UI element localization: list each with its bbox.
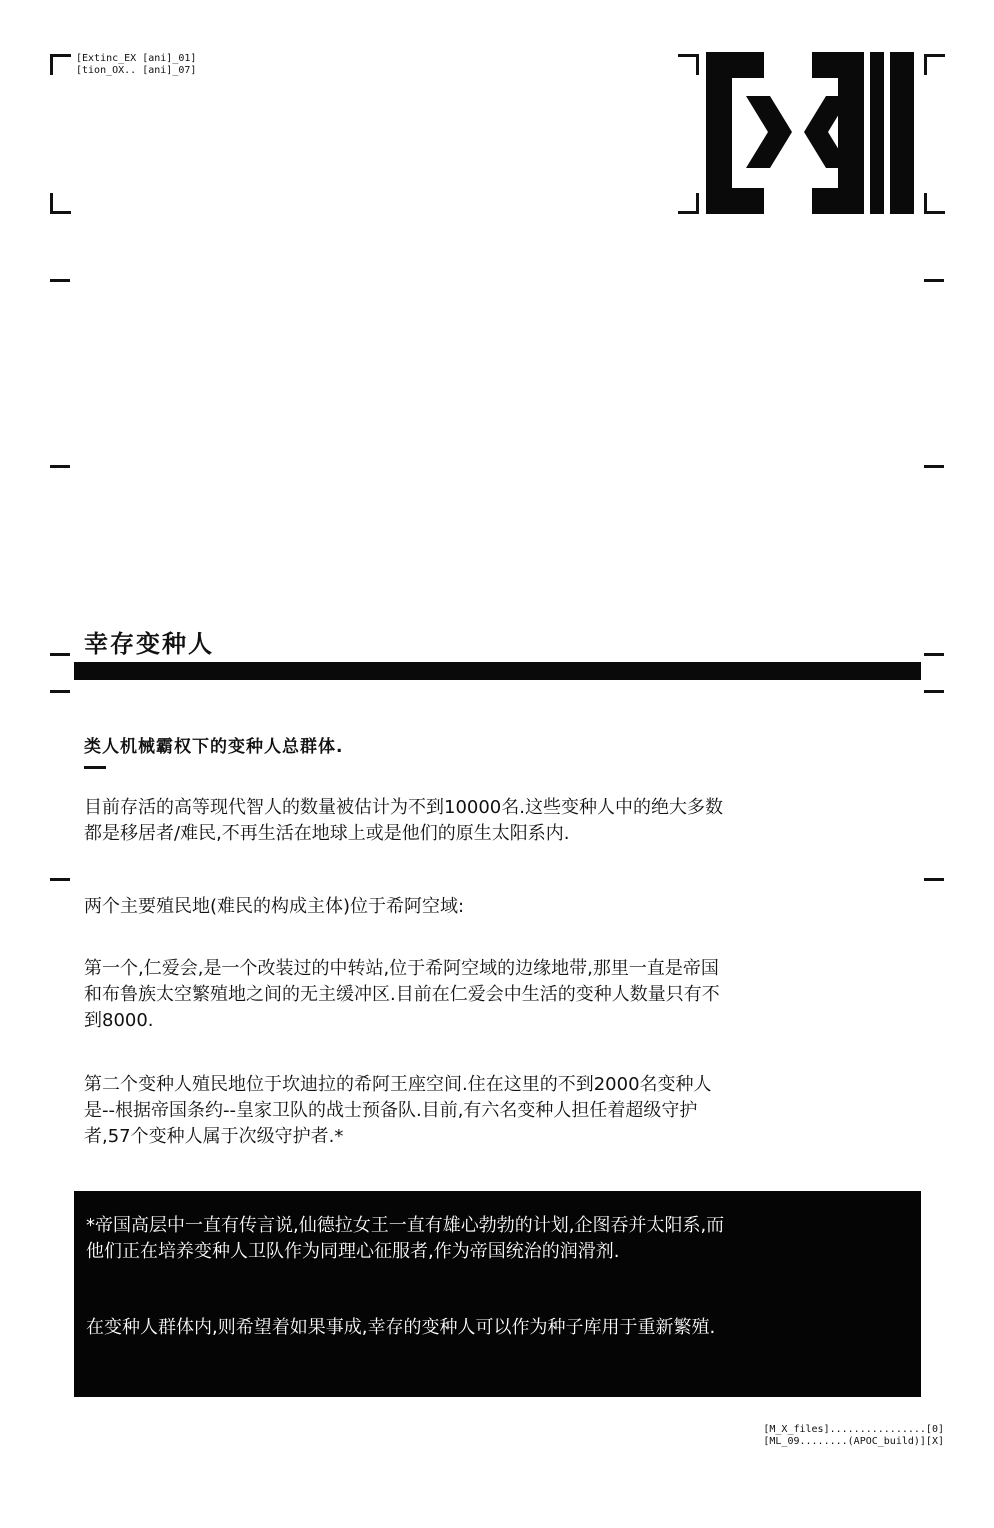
footer-code-line-1: [M_X_files]................[0] [763, 1424, 944, 1435]
footnote-paragraph-1: *帝国高层中一直有传言说,仙德拉女王一直有雄心勃勃的计划,企图吞并太阳系,而他们正在培养变种人卫队作为同理心征服者,作为帝国统治的润滑剂. [86, 1215, 725, 1262]
corner-bracket-bottom-right [924, 193, 945, 214]
header-code-line-1: [Extinc_EX [ani]_01] [76, 53, 197, 64]
margin-tick [924, 878, 944, 881]
margin-tick [50, 465, 70, 468]
section-subtitle: 类人机械霸权下的变种人总群体. [84, 737, 344, 757]
title-divider-bar [74, 662, 921, 680]
header-code-line-2: [tion_OX.. [ani]_07] [76, 65, 197, 76]
header-code [76, 53, 196, 77]
footer-code-line-2: [ML_09........(APOC_build)][X] [763, 1436, 944, 1447]
margin-tick [50, 878, 70, 881]
margin-tick [50, 653, 70, 656]
corner-bracket-top-right [924, 54, 945, 75]
corner-bracket-logo-bottom-left [678, 193, 699, 214]
body-paragraph-1: 目前存活的高等现代智人的数量被估计为不到10000名.这些变种人中的绝大多数都是移居者/难民,不再生活在地球上或是他们的原生太阳系内. [84, 797, 723, 844]
footnote-paragraph-2: 在变种人群体内,则希望着如果事成,幸存的变种人可以作为种子库用于重新繁殖. [86, 1317, 716, 1338]
corner-bracket-top-left [50, 54, 71, 75]
body-paragraph-4: 第二个变种人殖民地位于坎迪拉的希阿王座空间.住在这里的不到2000名变种人是--根据帝国条约--皇家卫队的战士预备队.目前,有六名变种人担任着超级守护者,57个变种人属于次级守护者.* [84, 1074, 712, 1147]
footer-code [763, 1424, 944, 1448]
corner-bracket-logo-top-left [678, 54, 699, 75]
footnote-box [74, 1191, 921, 1397]
margin-tick [924, 653, 944, 656]
margin-tick [924, 465, 944, 468]
corner-bracket-bottom-left [50, 193, 71, 214]
margin-tick [50, 690, 70, 693]
ex-logo-icon [706, 52, 914, 214]
margin-tick [924, 279, 944, 282]
margin-tick [50, 279, 70, 282]
subtitle-dash [84, 766, 106, 769]
section-title: 幸存变种人 [84, 630, 214, 658]
body-paragraph-3: 第一个,仁爱会,是一个改装过的中转站,位于希阿空域的边缘地带,那里一直是帝国和布鲁族太空繁殖地之间的无主缓冲区.目前在仁爱会中生活的变种人数量只有不到8000. [84, 958, 720, 1031]
margin-tick [924, 690, 944, 693]
body-paragraph-2: 两个主要殖民地(难民的构成主体)位于希阿空域: [84, 896, 465, 917]
